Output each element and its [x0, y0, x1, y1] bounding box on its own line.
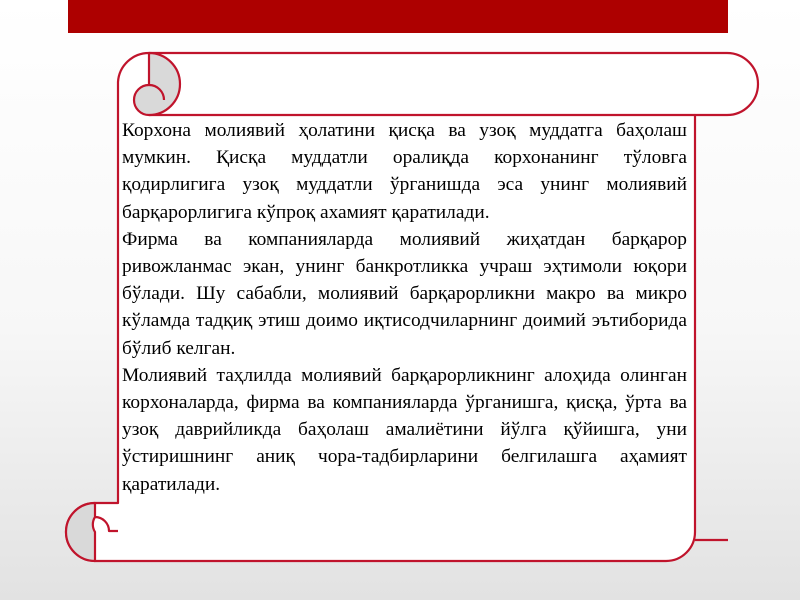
- scroll-bottom-curl: [66, 503, 95, 561]
- paragraph-3: Молиявий таҳлилда молиявий барқарорликнинг алоҳида олинган корхоналарда, фирма ва компанияларда ўрганишга, қисқа, ўрта ва узоқ даврийликда баҳолаш амалиётини йўлга қўйишга, уни ўстиришнинг аниқ чора-тадбирларини белгилашга аҳамият қаратилади.: [122, 364, 687, 495]
- paragraph-1: Корхона молиявий ҳолатини қисқа ва узоқ муддатга баҳолаш мумкин. Қисқа муддатли оралиқда корхонанинг тўловга қодирлигига узоқ муддатли ўрганишда эса унинг молиявий барқарорлигига кўпроқ ахамият қаратилади.: [122, 120, 687, 223]
- paragraph-2: Фирма ва компанияларда молиявий жиҳатдан барқарор ривожланмас экан, унинг банкротликка учраш эҳтимоли юқори бўлади. Шу сабабли, молиявий барқарорликни макро ва микро кўламда тадқиқ этиш доимо иқтисодчиларнинг доимий эътиборида бўлиб келган.: [122, 228, 687, 359]
- scroll-body-text: [122, 117, 687, 498]
